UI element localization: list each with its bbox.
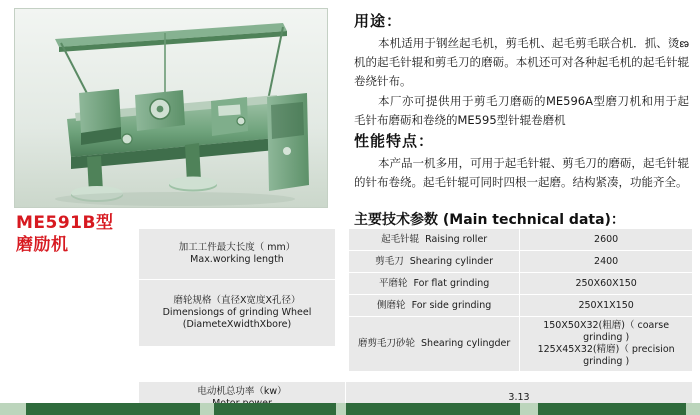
table-row <box>349 229 693 251</box>
spec-cn: 剪毛刀 <box>375 255 404 267</box>
usage-paragraph-2: 本厂亦可提供用于剪毛刀磨砺的ME596A型磨刀机和用于起毛针布磨砺和卷绕的ME595型针辊卷磨机 <box>354 94 689 127</box>
tech-data-heading: 主要技术参数 (Main technical data)： <box>354 212 625 228</box>
spec-value-shearing-grinding-wheel <box>520 317 693 372</box>
spec-value-line1: 150X50X32(粗磨)（ coarse grinding ) <box>543 320 670 343</box>
spec-name-shearing-cylinder <box>349 251 520 273</box>
param-max-working-length <box>139 229 336 280</box>
spec-value-shearing-cylinder: 2400 <box>520 251 693 273</box>
param-en2: (DiameteXwidthXbore) <box>182 319 292 330</box>
spec-name-flat-grinding <box>349 273 520 295</box>
spec-cn: 侧磨轮 <box>377 299 406 311</box>
spec-en: Raising roller <box>425 233 488 245</box>
product-title-line2: 磨励机 <box>16 235 69 255</box>
param-grinding-wheel-dimensions <box>139 280 336 347</box>
spec-value-motor-power: 3.13 <box>346 382 693 415</box>
param-en: Max.working length <box>190 254 284 265</box>
table-row <box>349 273 693 295</box>
performance-heading: 性能特点： <box>354 132 435 150</box>
performance-paragraph-1: 本产品一机多用，可用于起毛针辊、剪毛刀的磨砺，起毛针辊的针布卷绕。起毛针辊可同时四根一起磨。结构紧凑，功能齐全。 <box>354 156 689 189</box>
spec-value-line2: 125X45X32(精磨)（ precision grinding ) <box>537 344 675 367</box>
spec-name-shearing-grinding-wheel <box>349 317 520 372</box>
spec-name-raising-roller <box>349 229 520 251</box>
spec-value-raising-roller: 2600 <box>520 229 693 251</box>
footer-bar <box>0 403 700 415</box>
machine-illustration <box>15 9 327 207</box>
param-cn: 磨轮规格（直径X宽度X孔径） <box>173 295 301 306</box>
right-column <box>348 0 693 415</box>
usage-heading: 用途： <box>354 12 403 30</box>
usage-paragraph-1: 本机适用于钢丝起毛机，剪毛机、起毛剪毛联合机．抓、烫ణ机的起毛针辊和剪毛刀的磨砺。本机还可对各种起毛机的起毛针辊卷绕针布。 <box>354 36 689 88</box>
machine-photo <box>14 8 328 208</box>
spec-en: Shearing cylingder <box>421 338 511 349</box>
spec-values-table <box>348 228 693 372</box>
param-cn: 加工工件最大长度（ mm） <box>178 242 296 253</box>
table-row <box>139 280 336 347</box>
spec-parameter-name-table <box>138 228 336 347</box>
spec-cn: 平磨轮 <box>378 277 408 289</box>
param-en: Dimensiongs of grinding Wheel <box>162 307 312 318</box>
param-cn: 电动机总功率（kw） <box>197 386 287 397</box>
left-column <box>0 0 336 415</box>
product-title-line1: ME591B型 <box>16 213 114 233</box>
footer-stripe <box>336 403 346 415</box>
spec-en: Shearing cylinder <box>409 255 494 267</box>
table-row <box>349 295 693 317</box>
spec-en: For flat grinding <box>413 277 490 289</box>
table-row <box>349 317 693 372</box>
spec-value-side-grinding: 250X1X150 <box>520 295 693 317</box>
footer-stripe <box>0 403 26 415</box>
table-row <box>139 229 336 280</box>
spec-name-side-grinding <box>349 295 520 317</box>
spec-value-flat-grinding: 250X60X150 <box>520 273 693 295</box>
table-row <box>349 251 693 273</box>
footer-stripe <box>520 403 538 415</box>
spec-en: For side grinding <box>411 299 492 311</box>
spec-cn: 磨剪毛刀砂轮 <box>357 338 415 349</box>
spec-cn: 起毛针辊 <box>381 233 420 245</box>
footer-stripe <box>200 403 214 415</box>
footer-stripe <box>686 403 700 415</box>
